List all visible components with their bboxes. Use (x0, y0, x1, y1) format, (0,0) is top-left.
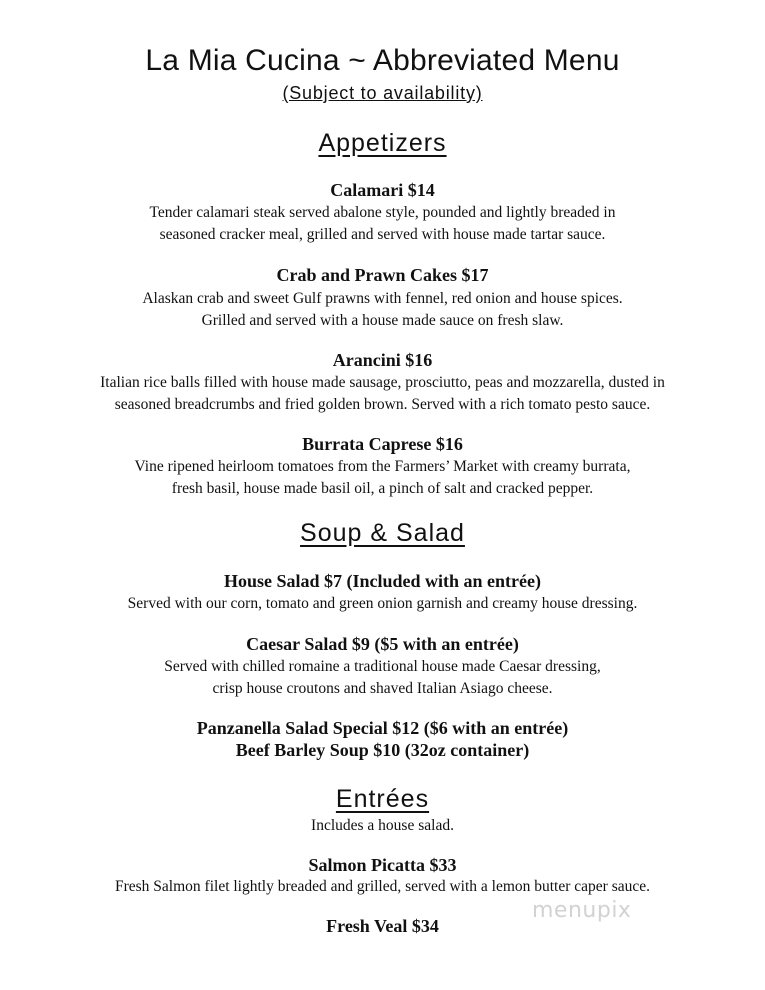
house-salad-desc: Served with our corn, tomato and green onion garnish and creamy house dressing. (127, 595, 638, 612)
house-salad-title: House Salad $7 (Included with an entrée) (223, 571, 542, 591)
crab-prawn-cakes-desc-line-1: Alaskan crab and sweet Gulf prawns with fennel, red onion and house spices. (142, 290, 623, 307)
calamari-title: Calamari $14 (330, 180, 435, 200)
fresh-veal-title: Fresh Veal $34 (326, 916, 439, 936)
caesar-salad-desc-line-2: crisp house croutons and shaved Italian Asiago cheese. (212, 680, 553, 697)
caesar-salad-desc-line-1: Served with chilled romaine a traditional house made Caesar dressing, (164, 658, 601, 675)
salmon-picatta-title: Salmon Picatta $33 (308, 855, 457, 875)
calamari-desc-line-2: seasoned cracker meal, grilled and served with house made tartar sauce. (159, 226, 606, 243)
menu-subtitle: (Subject to availability) (282, 83, 483, 103)
arancini-title: Arancini $16 (332, 350, 433, 370)
calamari-desc-line-1: Tender calamari steak served abalone style, pounded and lightly breaded in (149, 204, 616, 221)
soup-salad-heading: Soup & Salad (300, 519, 465, 547)
entrees-heading: Entrées (335, 785, 430, 813)
arancini-desc-line-2: seasoned breadcrumbs and fried golden brown. Served with a rich tomato pesto sauce. (114, 396, 651, 413)
crab-prawn-cakes-title: Crab and Prawn Cakes $17 (276, 265, 489, 285)
menu-title: La Mia Cucina ~ Abbreviated Menu (145, 44, 620, 77)
arancini-desc-line-1: Italian rice balls filled with house made sausage, prosciutto, peas and mozzarella, dusted in (100, 374, 665, 391)
salmon-picatta-desc: Fresh Salmon filet lightly breaded and grilled, served with a lemon butter caper sauce. (114, 878, 650, 895)
caesar-salad-title: Caesar Salad $9 ($5 with an entrée) (246, 634, 519, 654)
panzanella-salad-title: Panzanella Salad Special $12 ($6 with an entrée) (196, 718, 569, 738)
crab-prawn-cakes-desc-line-2: Grilled and served with a house made sauce on fresh slaw. (201, 312, 564, 329)
watermark: menupix (532, 898, 632, 923)
beef-barley-soup-title: Beef Barley Soup $10 (32oz container) (235, 740, 530, 760)
appetizers-heading: Appetizers (318, 129, 447, 157)
burrata-caprese-desc-line-1: Vine ripened heirloom tomatoes from the Farmers’ Market with creamy burrata, (134, 458, 631, 475)
burrata-caprese-title: Burrata Caprese $16 (302, 434, 463, 454)
burrata-caprese-desc-line-2: fresh basil, house made basil oil, a pinch of salt and cracked pepper. (171, 480, 594, 497)
entrees-note: Includes a house salad. (311, 817, 454, 834)
